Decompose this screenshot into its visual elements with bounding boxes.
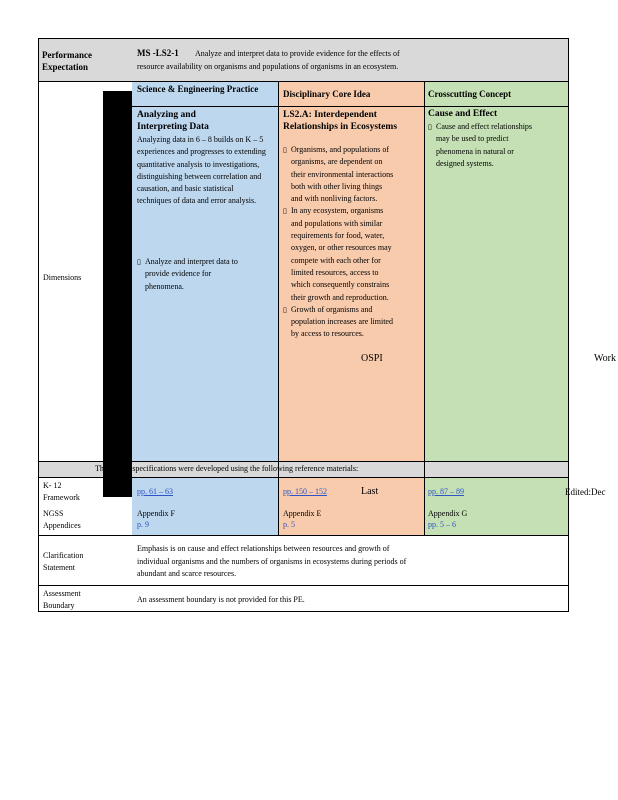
framework-dci-link[interactable]: pp. 150 – 152	[283, 487, 327, 496]
dci-bullet-list	[283, 144, 395, 341]
ospi-overlay: OSPI	[361, 353, 383, 364]
framework-sep-link[interactable]: pp. 61 – 63	[137, 487, 173, 496]
clarification-text: Emphasis is on cause and effect relationships between resources and growth of individual organisms and the numbers of organisms in ecosystems during periods of abundant and scarce resources.	[137, 544, 407, 578]
pe-label: Performance Expectation	[42, 50, 92, 72]
dimensions-label: Dimensions	[43, 273, 82, 282]
dci-header: Disciplinary Core Idea	[283, 89, 371, 99]
dci-bullet-2: ▯ In any ecosystem, organisms and populations with similar requirements for food, water, oxygen, or other resources may compete with each other for limited resources, access to which consequently constrains their growth and reproduction.	[283, 205, 395, 303]
appendices-label: NGSS Appendices	[43, 509, 81, 530]
reference-note: These item specifications were developed using the following reference materials:	[95, 464, 359, 473]
boundary-text: An assessment boundary is not provided for this PE.	[137, 595, 305, 604]
pe-text	[137, 48, 419, 73]
appendix-cc-page[interactable]: pp. 5 – 6	[428, 520, 456, 529]
framework-label: K- 12 Framework	[43, 481, 80, 502]
cc-header: Crosscutting Concept	[428, 89, 512, 99]
sep-body: Analyzing data in 6 – 8 builds on K – 5 experiences and progresses to extending quantitative analysis to investigations, distinguishing between correlation and causation, and basic statistical techniques of data and error analysis.	[137, 135, 266, 206]
sep-header: Science & Engineering Practice	[137, 84, 259, 94]
pe-code: MS -LS2-1	[137, 48, 179, 58]
sep-bullet-list	[137, 256, 252, 293]
cc-bullet-list	[428, 121, 538, 170]
edited-overlay: Edited:Dec	[565, 487, 606, 497]
dci-bullet-3: ▯ Growth of organisms and population increases are limited by access to resources.	[283, 304, 395, 341]
framework-cc-link[interactable]: pp. 87 – 89	[428, 487, 464, 496]
dci-title: LS2.A: Interdependent Relationships in Ecosystems	[283, 110, 398, 132]
clarification-label: Clarification Statement	[43, 551, 84, 572]
appendix-sep-page[interactable]: p. 9	[137, 520, 149, 529]
appendix-dci-name: Appendix E	[283, 509, 322, 518]
cc-title: Cause and Effect	[428, 109, 498, 119]
appendix-dci-page[interactable]: p. 5	[283, 520, 295, 529]
cc-bullet: ▯ Cause and effect relationships may be used to predict phenomena in natural or designed systems.	[428, 121, 538, 170]
pe-text-content: Analyze and interpret data to provide evidence for the effects of resource availability on organisms and populations of organisms in an ecosystem.	[137, 49, 400, 71]
sep-bullet: ▯ Analyze and interpret data to provide evidence for phenomena.	[137, 256, 252, 293]
sep-title: Analyzing and Interpreting Data	[137, 110, 209, 132]
appendix-cc-name: Appendix G	[428, 509, 468, 518]
work-overlay: Work	[594, 353, 616, 364]
boundary-label: Assessment Boundary	[43, 589, 81, 610]
dci-bullet-1: ▯ Organisms, and populations of organisms, are dependent on their environmental interactions both with other living things and with nonliving factors.	[283, 144, 395, 205]
appendix-sep-name: Appendix F	[137, 509, 175, 518]
last-overlay: Last	[361, 486, 379, 497]
